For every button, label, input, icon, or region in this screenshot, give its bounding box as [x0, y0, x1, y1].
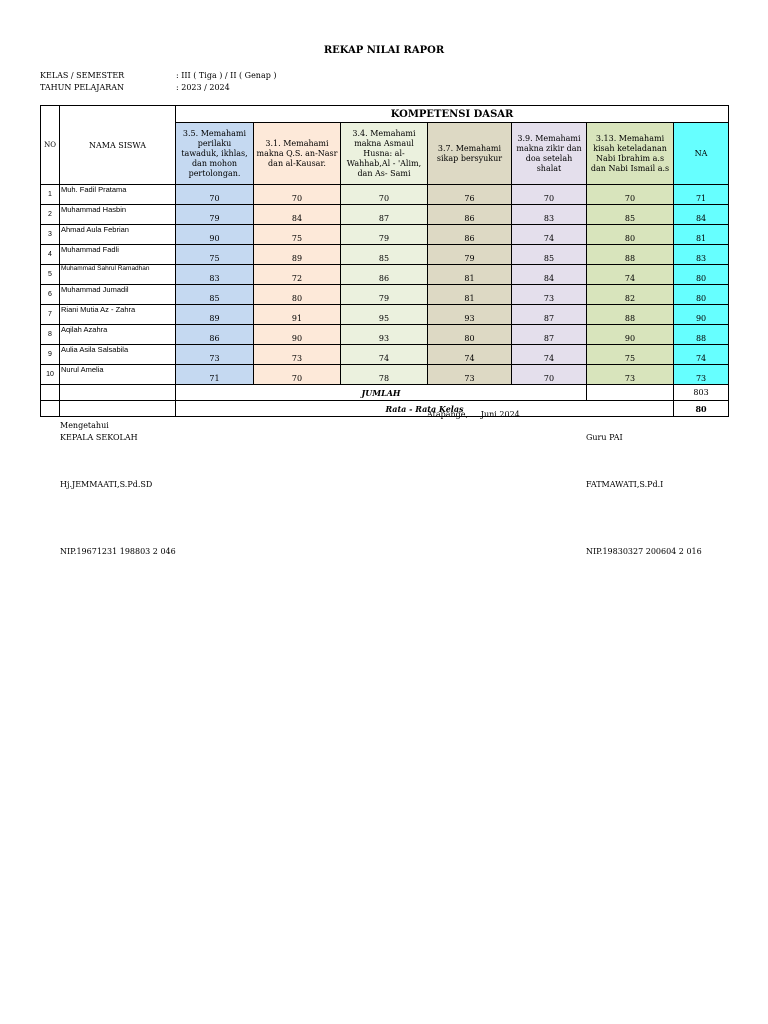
- jumlah-value: 803: [674, 385, 729, 401]
- score-cell: 84: [512, 265, 587, 285]
- score-cell: 79: [341, 225, 428, 245]
- score-cell: 76: [428, 185, 512, 205]
- na-cell: 88: [674, 325, 729, 345]
- kepala-name: Hj.JEMMAATI,S.Pd.SD: [60, 480, 153, 489]
- score-cell: 70: [254, 185, 341, 205]
- row-no: 4: [41, 245, 60, 265]
- student-name: Nurul Amelia: [60, 365, 176, 385]
- score-cell: 74: [428, 345, 512, 365]
- score-cell: 90: [587, 325, 674, 345]
- na-cell: 74: [674, 345, 729, 365]
- table-row: [41, 265, 729, 285]
- row-no: 1: [41, 185, 60, 205]
- score-cell: 71: [176, 365, 254, 385]
- score-cell: 95: [341, 305, 428, 325]
- score-cell: 81: [428, 265, 512, 285]
- score-cell: 79: [428, 245, 512, 265]
- score-cell: 74: [587, 265, 674, 285]
- score-cell: 91: [254, 305, 341, 325]
- page-title: REKAP NILAI RAPOR: [323, 45, 445, 56]
- nama-header: NAMA SISWA: [60, 106, 176, 185]
- student-name: Muhammad Sahrul Ramadhan: [60, 265, 176, 285]
- student-name: Muhammad Hasbin: [60, 205, 176, 225]
- mengetahui-label: Mengetahui: [60, 421, 109, 430]
- rata-label: Rata - Rata Kelas: [176, 401, 674, 417]
- table-row: [41, 205, 729, 225]
- score-cell: 85: [512, 245, 587, 265]
- score-cell: 74: [341, 345, 428, 365]
- kd-header: KOMPETENSI DASAR: [176, 106, 729, 123]
- tahun-pelajaran: [40, 83, 230, 92]
- kd-col-header: 3.7. Memahami sikap bersyukur: [428, 123, 512, 185]
- score-cell: 70: [341, 185, 428, 205]
- na-cell: 73: [674, 365, 729, 385]
- score-cell: 87: [512, 325, 587, 345]
- kd-col-header: 3.5. Memahami perilaku tawaduk, ikhlas, dan mohon pertolongan.: [176, 123, 254, 185]
- student-name: Muhammad Fadli: [60, 245, 176, 265]
- na-cell: 81: [674, 225, 729, 245]
- score-cell: 73: [428, 365, 512, 385]
- row-no: 9: [41, 345, 60, 365]
- score-cell: 80: [254, 285, 341, 305]
- score-cell: 86: [176, 325, 254, 345]
- table-row: [41, 285, 729, 305]
- row-no: 10: [41, 365, 60, 385]
- score-cell: 93: [428, 305, 512, 325]
- place-date: Atapange, Juni 2024: [427, 410, 520, 419]
- tahun-label: TAHUN PELAJARAN: [40, 83, 125, 92]
- score-cell: 79: [341, 285, 428, 305]
- student-name: Riani Mutia Az - Zahra: [60, 305, 176, 325]
- rata-row: [41, 401, 729, 417]
- na-cell: 90: [674, 305, 729, 325]
- na-cell: 71: [674, 185, 729, 205]
- na-cell: 84: [674, 205, 729, 225]
- kepala-title: KEPALA SEKOLAH: [60, 433, 138, 442]
- score-cell: 90: [254, 325, 341, 345]
- score-cell: 74: [512, 225, 587, 245]
- score-cell: 88: [587, 305, 674, 325]
- score-cell: 88: [587, 245, 674, 265]
- score-cell: 79: [176, 205, 254, 225]
- score-cell: 90: [176, 225, 254, 245]
- score-cell: 93: [341, 325, 428, 345]
- score-cell: 70: [176, 185, 254, 205]
- score-cell: 87: [341, 205, 428, 225]
- student-name: Ahmad Aula Febrian: [60, 225, 176, 245]
- score-cell: 73: [176, 345, 254, 365]
- table-row: [41, 185, 729, 205]
- score-cell: 86: [428, 225, 512, 245]
- score-cell: 86: [341, 265, 428, 285]
- score-cell: 75: [176, 245, 254, 265]
- score-cell: 86: [428, 205, 512, 225]
- score-cell: 70: [587, 185, 674, 205]
- table-row: [41, 225, 729, 245]
- score-cell: 75: [587, 345, 674, 365]
- kelas-value: : III ( Tiga ) / II ( Genap ): [176, 71, 277, 80]
- table-row: [41, 305, 729, 325]
- score-cell: 82: [587, 285, 674, 305]
- tahun-value: : 2023 / 2024: [176, 83, 230, 92]
- score-cell: 83: [512, 205, 587, 225]
- na-cell: 80: [674, 285, 729, 305]
- na-cell: 83: [674, 245, 729, 265]
- score-cell: 89: [176, 305, 254, 325]
- grades-table: [40, 105, 729, 417]
- guru-nip: NIP.19830327 200604 2 016: [586, 547, 702, 556]
- score-cell: 74: [512, 345, 587, 365]
- kelas-semester: [40, 71, 277, 80]
- row-no: 3: [41, 225, 60, 245]
- kd-col-header: 3.4. Memahami makna Asmaul Husna: al-Wahhab,Al - 'Alim, dan As- Sami: [341, 123, 428, 185]
- score-cell: 80: [428, 325, 512, 345]
- kelas-label: KELAS / SEMESTER: [40, 71, 125, 80]
- table-row: [41, 365, 729, 385]
- score-cell: 78: [341, 365, 428, 385]
- guru-name: FATMAWATI,S.Pd.I: [586, 480, 664, 489]
- score-cell: 81: [428, 285, 512, 305]
- row-no: 8: [41, 325, 60, 345]
- score-cell: 72: [254, 265, 341, 285]
- kd-col-header: 3.9. Memahami makna zikir dan doa setelah shalat: [512, 123, 587, 185]
- kd-col-header: 3.13. Memahami kisah keteladanan Nabi Ibrahim a.s dan Nabi Ismail a.s: [587, 123, 674, 185]
- guru-title: Guru PAI: [586, 433, 623, 442]
- score-cell: 85: [341, 245, 428, 265]
- row-no: 5: [41, 265, 60, 285]
- score-cell: 73: [512, 285, 587, 305]
- jumlah-label: JUMLAH: [176, 385, 587, 401]
- student-name: Aulia Asila Salsabila: [60, 345, 176, 365]
- score-cell: 70: [254, 365, 341, 385]
- row-no: 7: [41, 305, 60, 325]
- score-cell: 80: [587, 225, 674, 245]
- table-row: [41, 325, 729, 345]
- score-cell: 89: [254, 245, 341, 265]
- na-header: NA: [674, 123, 729, 185]
- score-cell: 83: [176, 265, 254, 285]
- score-cell: 85: [587, 205, 674, 225]
- row-no: 6: [41, 285, 60, 305]
- score-cell: 73: [587, 365, 674, 385]
- na-cell: 80: [674, 265, 729, 285]
- student-name: Muhammad Jumadil: [60, 285, 176, 305]
- rata-value: 80: [674, 401, 729, 417]
- score-cell: 85: [176, 285, 254, 305]
- no-header: NO: [41, 106, 60, 185]
- score-cell: 75: [254, 225, 341, 245]
- student-name: Aqilah Azahra: [60, 325, 176, 345]
- table-row: [41, 345, 729, 365]
- table-row: [41, 245, 729, 265]
- kepala-nip: NIP.19671231 198803 2 046: [60, 547, 176, 556]
- score-cell: 87: [512, 305, 587, 325]
- score-cell: 70: [512, 365, 587, 385]
- kd-col-header: 3.1. Memahami makna Q.S. an-Nasr dan al-Kausar.: [254, 123, 341, 185]
- score-cell: 84: [254, 205, 341, 225]
- student-name: Muh. Fadil Pratama: [60, 185, 176, 205]
- score-cell: 73: [254, 345, 341, 365]
- row-no: 2: [41, 205, 60, 225]
- score-cell: 70: [512, 185, 587, 205]
- jumlah-row: [41, 385, 729, 401]
